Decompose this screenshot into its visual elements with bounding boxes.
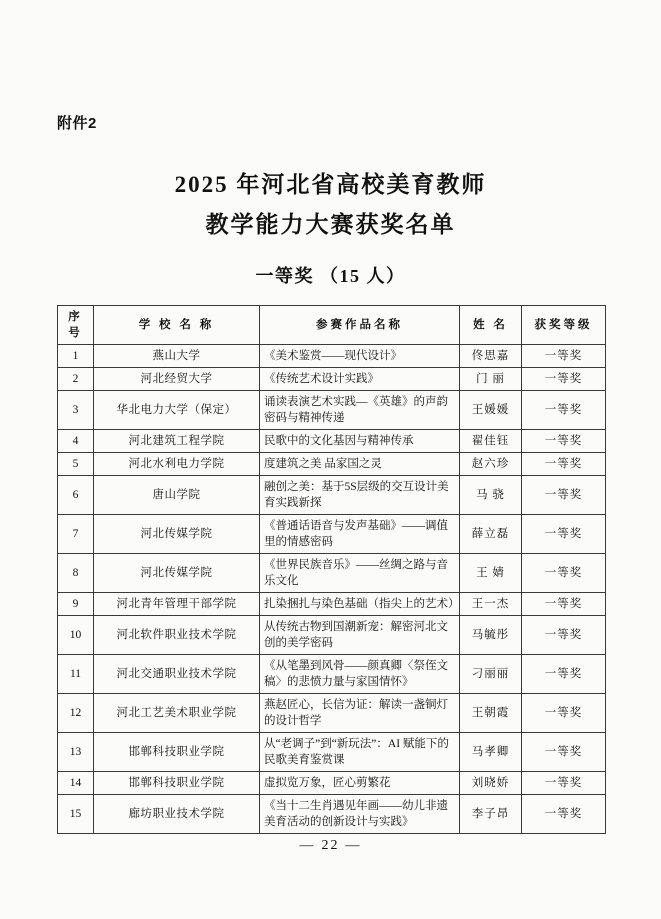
table-row	[58, 554, 606, 593]
section-heading: 一等奖 （15 人）	[255, 266, 406, 286]
page-number-dash-right: —	[345, 838, 362, 853]
column-header-level: 获奖等级	[522, 306, 606, 345]
cell-level: 一等奖	[522, 694, 606, 733]
table-row	[58, 593, 606, 616]
table-row	[58, 345, 606, 368]
cell-school: 河北传媒学院	[94, 515, 260, 554]
cell-work: 《世界民族音乐》——丝绸之路与音乐文化	[260, 554, 460, 593]
cell-school: 河北交通职业技术学院	[94, 655, 260, 694]
page-title	[0, 165, 661, 245]
column-header-work: 参赛作品名称	[260, 306, 460, 345]
cell-name: 刁丽丽	[460, 655, 522, 694]
cell-level: 一等奖	[522, 476, 606, 515]
cell-work: 燕赵匠心，长信为证：解读一盏铜灯的设计哲学	[260, 694, 460, 733]
cell-school: 河北传媒学院	[94, 554, 260, 593]
table-row	[58, 476, 606, 515]
table-header-row	[58, 306, 606, 345]
cell-level: 一等奖	[522, 554, 606, 593]
cell-no: 4	[58, 430, 94, 453]
cell-level: 一等奖	[522, 430, 606, 453]
cell-work: 虚拟览万象，匠心剪繁花	[260, 772, 460, 795]
cell-school: 河北经贸大学	[94, 368, 260, 391]
cell-name: 王 婧	[460, 554, 522, 593]
cell-work: 诵读表演艺术实践—《英雄》的声韵密码与精神传递	[260, 391, 460, 430]
column-header-no: 序号	[58, 306, 94, 345]
cell-level: 一等奖	[522, 733, 606, 772]
cell-no: 10	[58, 616, 94, 655]
cell-name: 门 丽	[460, 368, 522, 391]
cell-name: 赵六珍	[460, 453, 522, 476]
column-header-school: 学 校 名 称	[94, 306, 260, 345]
cell-no: 3	[58, 391, 94, 430]
table-row	[58, 616, 606, 655]
table-row	[58, 655, 606, 694]
page-number-dash-left: —	[299, 838, 316, 853]
table-row	[58, 430, 606, 453]
cell-work: 扎染捆扎与染色基础（指尖上的艺术）	[260, 593, 460, 616]
cell-school: 河北水利电力学院	[94, 453, 260, 476]
cell-school: 河北工艺美术职业学院	[94, 694, 260, 733]
cell-no: 9	[58, 593, 94, 616]
table-row	[58, 515, 606, 554]
cell-level: 一等奖	[522, 453, 606, 476]
cell-no: 15	[58, 795, 94, 834]
cell-no: 2	[58, 368, 94, 391]
cell-work: 度建筑之美 品家国之灵	[260, 453, 460, 476]
cell-no: 12	[58, 694, 94, 733]
cell-no: 1	[58, 345, 94, 368]
cell-no: 6	[58, 476, 94, 515]
cell-school: 邯郸科技职业学院	[94, 772, 260, 795]
cell-level: 一等奖	[522, 368, 606, 391]
page-title-line-2: 教学能力大赛获奖名单	[205, 212, 456, 237]
table-row	[58, 733, 606, 772]
cell-level: 一等奖	[522, 772, 606, 795]
table-row	[58, 453, 606, 476]
cell-school: 华北电力大学（保定）	[94, 391, 260, 430]
cell-name: 马 骁	[460, 476, 522, 515]
page-number-value: 22	[321, 838, 340, 853]
cell-name: 薛立磊	[460, 515, 522, 554]
cell-level: 一等奖	[522, 345, 606, 368]
cell-school: 唐山学院	[94, 476, 260, 515]
cell-name: 佟思嘉	[460, 345, 522, 368]
cell-name: 王一杰	[460, 593, 522, 616]
cell-no: 14	[58, 772, 94, 795]
table-row	[58, 795, 606, 834]
table-row	[58, 391, 606, 430]
cell-school: 燕山大学	[94, 345, 260, 368]
cell-level: 一等奖	[522, 655, 606, 694]
table-row	[58, 694, 606, 733]
cell-work: 民歌中的文化基因与精神传承	[260, 430, 460, 453]
cell-work: 《从笔墨到风骨——颜真卿〈祭侄文稿〉的悲愤力量与家国情怀》	[260, 655, 460, 694]
cell-school: 廊坊职业技术学院	[94, 795, 260, 834]
cell-name: 刘晓娇	[460, 772, 522, 795]
award-list-table	[57, 305, 606, 834]
cell-name: 翟佳钰	[460, 430, 522, 453]
column-header-name: 姓 名	[460, 306, 522, 345]
cell-no: 8	[58, 554, 94, 593]
cell-no: 11	[58, 655, 94, 694]
cell-work: 《当十二生肖遇见年画——幼儿非遗美育活动的创新设计与实践》	[260, 795, 460, 834]
cell-no: 7	[58, 515, 94, 554]
attachment-label: 附件2	[57, 115, 97, 132]
cell-name: 马孝卿	[460, 733, 522, 772]
cell-level: 一等奖	[522, 616, 606, 655]
cell-level: 一等奖	[522, 593, 606, 616]
cell-name: 王媛媛	[460, 391, 522, 430]
cell-work: 从传统古物到国潮新宠：解密河北文创的美学密码	[260, 616, 460, 655]
cell-no: 5	[58, 453, 94, 476]
cell-work: 从“老调子”到“新玩法”：AI 赋能下的民歌美育鉴赏课	[260, 733, 460, 772]
cell-no: 13	[58, 733, 94, 772]
cell-level: 一等奖	[522, 391, 606, 430]
cell-school: 河北软件职业技术学院	[94, 616, 260, 655]
cell-level: 一等奖	[522, 515, 606, 554]
cell-school: 河北建筑工程学院	[94, 430, 260, 453]
cell-name: 王朝霞	[460, 694, 522, 733]
cell-work: 融创之美：基于5S层级的交互设计美育实践新探	[260, 476, 460, 515]
cell-school: 河北青年管理干部学院	[94, 593, 260, 616]
table-row	[58, 368, 606, 391]
cell-name: 李子昂	[460, 795, 522, 834]
cell-school: 邯郸科技职业学院	[94, 733, 260, 772]
cell-work: 《普通话语音与发声基础》——调值里的情感密码	[260, 515, 460, 554]
cell-work: 《美术鉴赏——现代设计》	[260, 345, 460, 368]
cell-name: 马毓彤	[460, 616, 522, 655]
page-number	[0, 838, 661, 854]
table-body	[58, 345, 606, 834]
page-title-line-1: 2025 年河北省高校美育教师	[174, 172, 487, 197]
table-row	[58, 772, 606, 795]
cell-work: 《传统艺术设计实践》	[260, 368, 460, 391]
cell-level: 一等奖	[522, 795, 606, 834]
